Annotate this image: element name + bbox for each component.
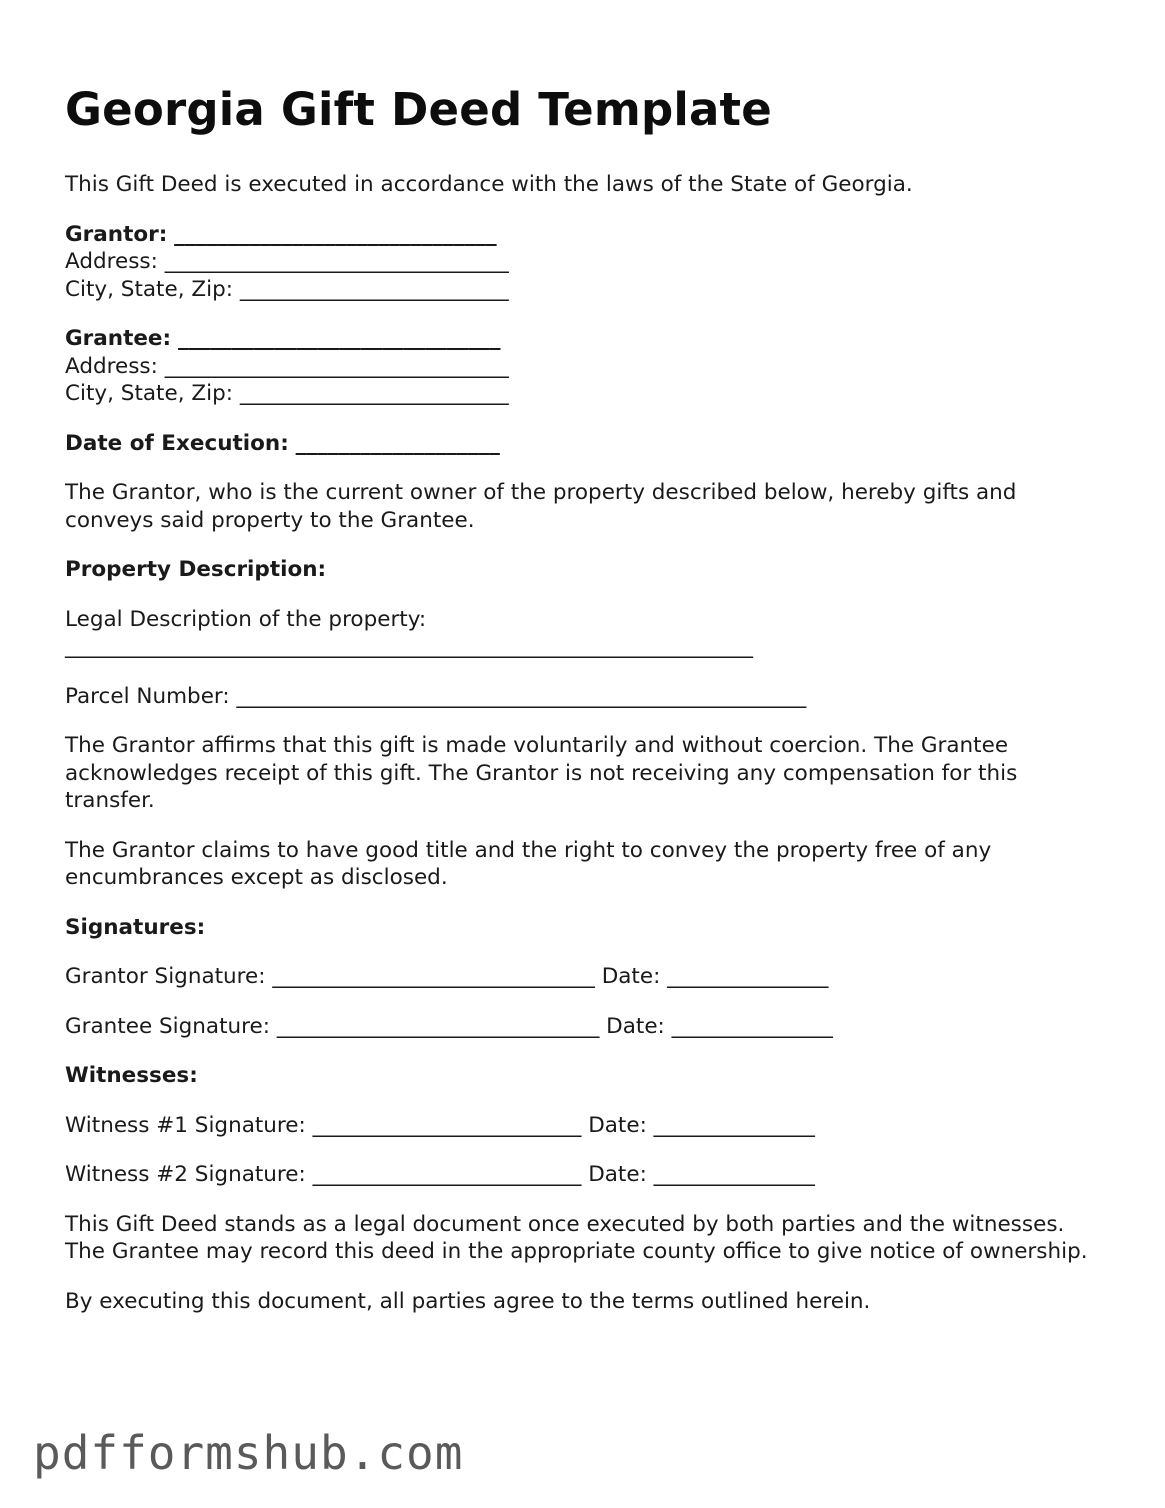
grantee-label: Grantee: xyxy=(65,326,172,351)
witness-2-signature-line: Witness #2 Signature: _________________________ Date: _______________ xyxy=(65,1162,815,1187)
grantee-section xyxy=(65,325,1095,408)
signatures-heading: Signatures: xyxy=(65,914,206,940)
affirmation-paragraph: The Grantor affirms that this gift is made voluntarily and without coercion. The Grantee acknowledges receipt of this gift. The Grantor is not receiving any compensation for this transfer. xyxy=(65,733,1018,813)
grantor-section xyxy=(65,221,1095,304)
witness-1-signature-line: Witness #1 Signature: _________________________ Date: _______________ xyxy=(65,1112,815,1138)
watermark-text: pdfformshub.com xyxy=(33,1426,464,1480)
grantor-address-line: Address: ________________________________ xyxy=(65,249,509,274)
title-claim-paragraph: The Grantor claims to have good title and the right to convey the property free of any encumbrances except as disclosed. xyxy=(65,837,992,890)
date-of-execution-blank: ___________________ xyxy=(295,430,500,456)
grantee-city-line: City, State, Zip: _________________________ xyxy=(65,381,509,406)
conveyance-paragraph: The Grantor, who is the current owner of the property described below, hereby gifts and conveys said property to the Grantee. xyxy=(65,480,1017,533)
parcel-number-line: Parcel Number: _____________________________________________________ xyxy=(65,683,807,709)
legal-description-label: Legal Description of the property: xyxy=(65,606,427,632)
page-title: Georgia Gift Deed Template xyxy=(65,83,772,136)
document-page xyxy=(65,82,1095,1337)
grantor-signature-line: Grantor Signature: ______________________________ Date: _______________ xyxy=(65,964,829,989)
grantor-city-line: City, State, Zip: _________________________ xyxy=(65,276,509,302)
legal-effect-paragraph: This Gift Deed stands as a legal document once executed by both parties and the witnesses. The Grantee may record this deed in the appropriate county office to give notice of ownership. xyxy=(65,1211,1088,1264)
date-of-execution xyxy=(65,430,1095,458)
property-heading: Property Description: xyxy=(65,557,327,582)
legal-description-blank: ________________________________________________________________ xyxy=(65,634,753,659)
date-of-execution-label: Date of Execution: xyxy=(65,430,289,456)
intro-paragraph: This Gift Deed is executed in accordance with the laws of the State of Georgia. xyxy=(65,172,913,197)
agreement-paragraph: By executing this document, all parties agree to the terms outlined herein. xyxy=(65,1288,871,1314)
grantee-signature-line: Grantee Signature: ______________________________ Date: _______________ xyxy=(65,1013,833,1039)
grantor-label: Grantor: xyxy=(65,221,168,247)
grantee-address-line: Address: ________________________________ xyxy=(65,353,509,379)
legal-description-section xyxy=(65,606,1095,661)
grantor-name-blank: ______________________________ xyxy=(174,221,497,247)
grantee-name-blank: ______________________________ xyxy=(177,326,501,351)
witnesses-heading: Witnesses: xyxy=(65,1063,198,1088)
